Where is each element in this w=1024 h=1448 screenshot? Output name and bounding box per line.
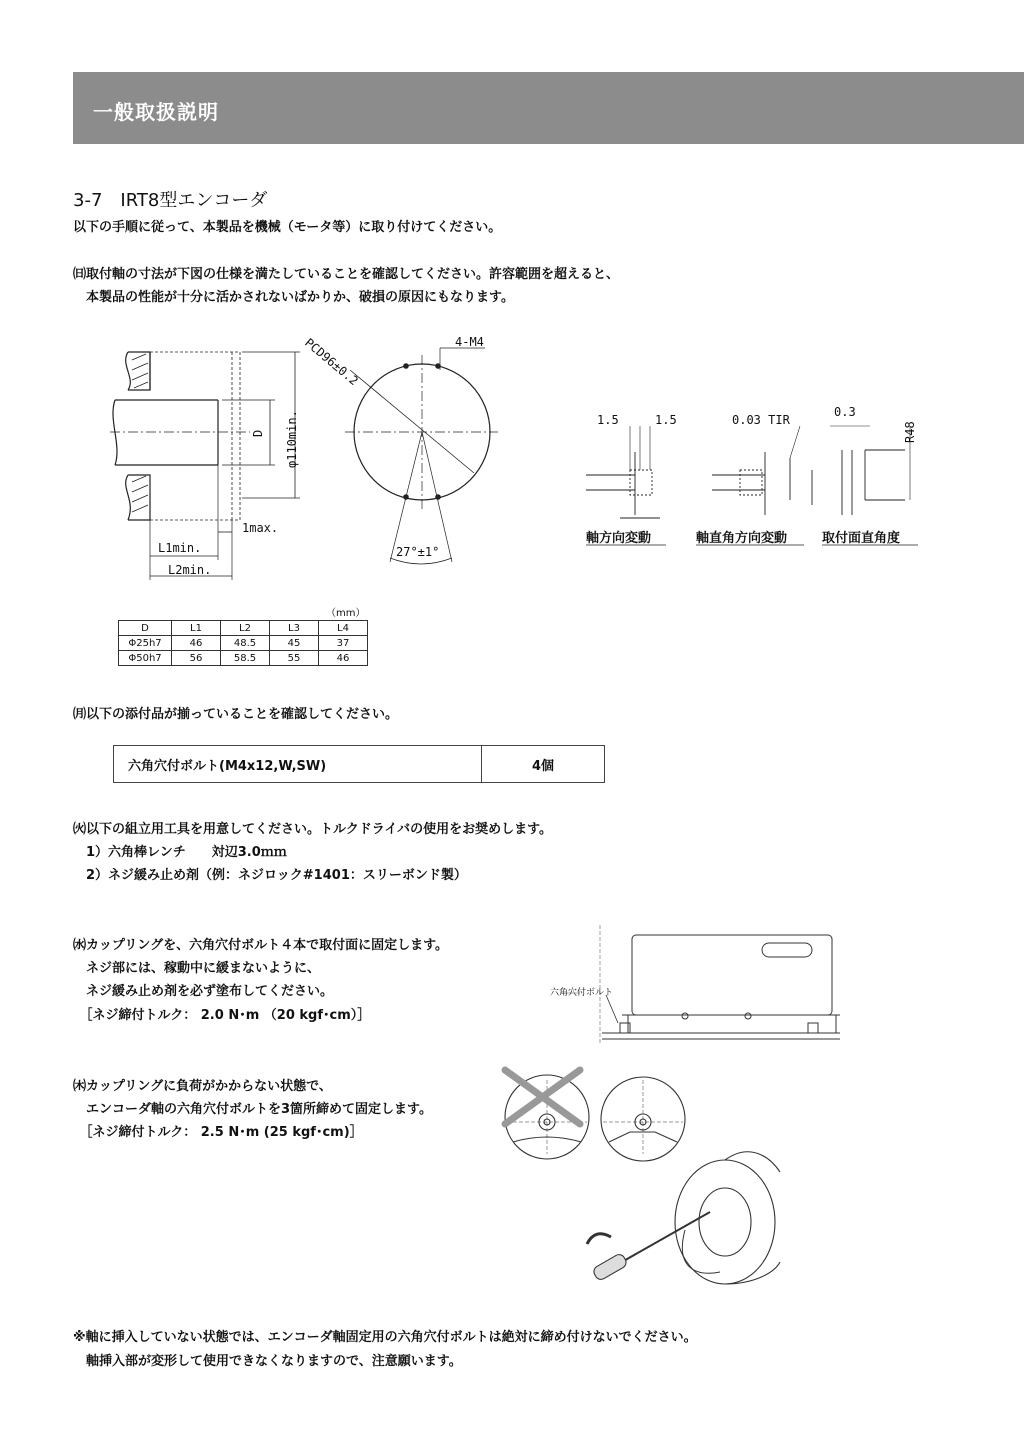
label-max: 1max. <box>242 521 279 535</box>
label-t1: 1.5 <box>597 413 619 427</box>
table-cell: 56 <box>172 651 221 666</box>
table-cell: Φ50h7 <box>119 651 172 666</box>
step4-line4: ［ネジ締付トルク： 2.0 N･m （20 kgf･cm）］ <box>73 1008 371 1023</box>
encoder-side-figure <box>540 925 850 1050</box>
table-header: L4 <box>319 621 368 636</box>
step4-line1: ㈬カップリングを、六角穴付ボルト４本で取付面に固定します。 <box>73 938 449 953</box>
table-cell: Φ25h7 <box>119 636 172 651</box>
shaft-spec-drawing <box>100 330 940 590</box>
table-cell: 46 <box>319 651 368 666</box>
accessory-table <box>113 745 605 783</box>
step3-line1: ㈫以下の組立用工具を用意してください。トルクドライバの使用をお奨めします。 <box>73 822 553 837</box>
table-cell: 37 <box>319 636 368 651</box>
table-row <box>119 636 368 651</box>
table-cell: 55 <box>270 651 319 666</box>
dimension-table <box>118 620 368 666</box>
table-header: D <box>119 621 172 636</box>
tightening-illustration <box>495 1062 785 1292</box>
table-header: L1 <box>172 621 221 636</box>
step3-line2: 1）六角棒レンチ 対辺3.0ｍｍ <box>73 845 287 860</box>
step5-line3: ［ネジ締付トルク： 2.5 N･m (25 kgf･cm)］ <box>73 1125 363 1140</box>
label-dia: φ110min. <box>285 410 299 468</box>
label-r48: R48 <box>903 421 917 443</box>
step1-line2: 本製品の性能が十分に活かされないばかりか、破損の原因にもなります。 <box>73 290 514 305</box>
table-header: L3 <box>270 621 319 636</box>
step1-line1: ㈰取付軸の寸法が下図の仕様を満たしていることを確認してください。許容範囲を超えると、 <box>73 267 620 282</box>
label-tir: 0.03 TIR <box>732 413 790 427</box>
table-unit: （mm） <box>326 608 366 619</box>
step5-line2: エンコーダ軸の六角穴付ボルトを3箇所締めて固定します。 <box>73 1102 433 1117</box>
note-line1: ※軸に挿入していない状態では、エンコーダ軸固定用の六角穴付ボルトは絶対に締め付けないでください。 <box>73 1330 697 1345</box>
label-holes: 4-M4 <box>455 335 484 349</box>
table-cell: 45 <box>270 636 319 651</box>
table-cell: 48.5 <box>221 636 270 651</box>
table-cell: 46 <box>172 636 221 651</box>
note-line2: 軸挿入部が変形して使用できなくなりますので、注意願います。 <box>73 1354 462 1369</box>
step4-line3: ネジ緩み止め剤を必ず塗布してください。 <box>73 984 334 999</box>
step4-line2: ネジ部には、稼動中に緩まないように、 <box>73 961 321 976</box>
step5-line1: ㈭カップリングに負荷がかからない状態で、 <box>73 1079 332 1094</box>
intro-text: 以下の手順に従って、本製品を機械（モータ等）に取り付けてください。 <box>73 220 502 235</box>
table-cell: 58.5 <box>221 651 270 666</box>
label-angle: 27°±1° <box>396 545 440 559</box>
label-l1: L1min. <box>158 541 202 555</box>
caption-axial: 軸方向変動 <box>586 531 652 546</box>
figure-bolt-label: 六角穴付ボルト <box>550 988 614 998</box>
step3-line3: 2）ネジ緩み止め剤（例：ネジロック#1401：スリーボンド製） <box>73 868 467 883</box>
page-header <box>73 72 1024 144</box>
header-title: 一般取扱説明 <box>93 100 219 124</box>
label-t3: 0.3 <box>834 405 856 419</box>
label-t2: 1.5 <box>655 413 677 427</box>
table-row <box>119 651 368 666</box>
caption-radial: 軸直角方向変動 <box>696 531 788 546</box>
section-title: 3-7 IRT8型エンコーダ <box>73 190 268 211</box>
step2-text: ㈪以下の添付品が揃っていることを確認してください。 <box>73 707 399 722</box>
label-d: D <box>251 429 265 437</box>
label-pcd: PCD96±0.2 <box>302 335 361 389</box>
label-l2: L2min. <box>168 563 212 577</box>
table-header: L2 <box>221 621 270 636</box>
accessory-qty: 4個 <box>482 746 605 783</box>
accessory-name: 六角穴付ボルト(M4x12,W,SW) <box>114 746 482 783</box>
caption-squareness: 取付面直角度 <box>822 531 901 546</box>
